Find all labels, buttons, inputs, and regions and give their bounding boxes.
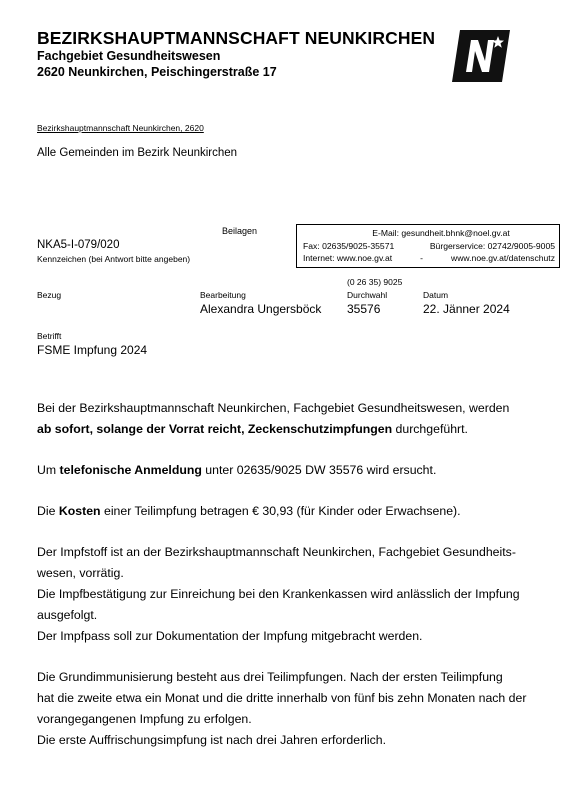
durchwahl-value: 35576 (347, 302, 381, 316)
dial-code: (0 26 35) 9025 (347, 277, 403, 287)
p5-line-2: hat die zweite etwa ein Monat und die dritte innerhalb von fünf bis zehn Monaten nach der (37, 691, 527, 705)
sender-line: Bezirkshauptmannschaft Neunkirchen, 2620 (37, 123, 204, 133)
contact-datenschutz[interactable]: www.noe.gv.at/datenschutz (451, 253, 555, 264)
bezug-label: Bezug (37, 290, 62, 300)
bearbeitung-label: Bearbeitung (200, 290, 246, 300)
durchwahl-label: Durchwahl (347, 290, 388, 300)
p3-text: Die (37, 504, 59, 518)
p1-text: Bei der Bezirkshauptmannschaft Neunkirchen, Fachgebiet Gesundheitswesen, werden (37, 401, 510, 415)
p2-text-end: unter 02635/9025 DW 35576 wird ersucht. (201, 463, 437, 477)
contact-phone-row (303, 240, 555, 253)
p2-text: Um (37, 463, 60, 477)
datum-label: Datum (423, 290, 449, 300)
organization-name: BEZIRKSHAUPTMANNSCHAFT NEUNKIRCHEN (37, 28, 436, 48)
paragraph-vaccination-info (37, 398, 562, 440)
recipient: Alle Gemeinden im Bezirk Neunkirchen (37, 147, 238, 159)
p2-bold: telefonische Anmeldung (59, 463, 202, 477)
contact-email[interactable]: E-Mail: gesundheit.bhnk@noel.gv.at (372, 228, 510, 238)
p4-line-1: Der Impfstoff ist an der Bezirkshauptmannschaft Neunkirchen, Fachgebiet Gesundheits- (37, 545, 516, 559)
paragraph-vaccine-details (37, 542, 562, 647)
p5-line-1: Die Grundimmunisierung besteht aus drei Teilimpfungen. Nach der ersten Teilimpfung (37, 670, 503, 684)
paragraph-registration (37, 460, 562, 481)
paragraph-costs (37, 501, 562, 522)
p4-line-5: Der Impfpass soll zur Dokumentation der Impfung mitgebracht werden. (37, 629, 423, 643)
beilagen-label: Beilagen (222, 226, 258, 236)
department-name: Fachgebiet Gesundheitswesen (37, 49, 221, 63)
contact-separator: - (420, 253, 424, 264)
reference-number: NKA5-I-079/020 (37, 239, 120, 251)
p1-bold: ab sofort, solange der Vorrat reicht, Zeckenschutzimpfungen (37, 422, 393, 436)
p3-text-end: einer Teilimpfung betragen € 30,93 (für Kinder oder Erwachsene). (100, 504, 461, 518)
contact-email-row (303, 227, 555, 240)
p5-line-4: Die erste Auffrischungsimpfung ist nach drei Jahren erforderlich. (37, 733, 387, 747)
contact-web-row (303, 252, 555, 265)
p1-text-end: durchgeführt. (392, 422, 468, 436)
p3-bold: Kosten (58, 504, 101, 518)
p4-line-3: Die Impfbestätigung zur Einreichung bei den Krankenkassen wird anlässlich der Impfung (37, 587, 520, 601)
subject-value: FSME Impfung 2024 (37, 343, 148, 357)
contact-buergerservice: Bürgerservice: 02742/9005-9005 (429, 240, 555, 251)
p4-line-4: ausgefolgt. (37, 608, 98, 622)
contact-box (296, 224, 560, 268)
organization-address: 2620 Neunkirchen, Peischingerstraße 17 (37, 65, 277, 79)
contact-internet[interactable]: Internet: www.noe.gv.at (303, 253, 393, 264)
noe-logo-icon (452, 30, 510, 82)
reference-hint: Kennzeichen (bei Antwort bitte angeben) (37, 254, 191, 264)
contact-fax: Fax: 02635/9025-35571 (303, 240, 395, 251)
subject-label: Betrifft (37, 331, 62, 341)
p5-line-3: vorangegangenen Impfung zu erfolgen. (37, 712, 252, 726)
paragraph-immunization-schedule (37, 667, 562, 751)
bearbeitung-value: Alexandra Ungersböck (200, 302, 322, 316)
p4-line-2: wesen, vorrätig. (37, 566, 124, 580)
letter-body (37, 398, 562, 771)
datum-value: 22. Jänner 2024 (423, 302, 510, 316)
